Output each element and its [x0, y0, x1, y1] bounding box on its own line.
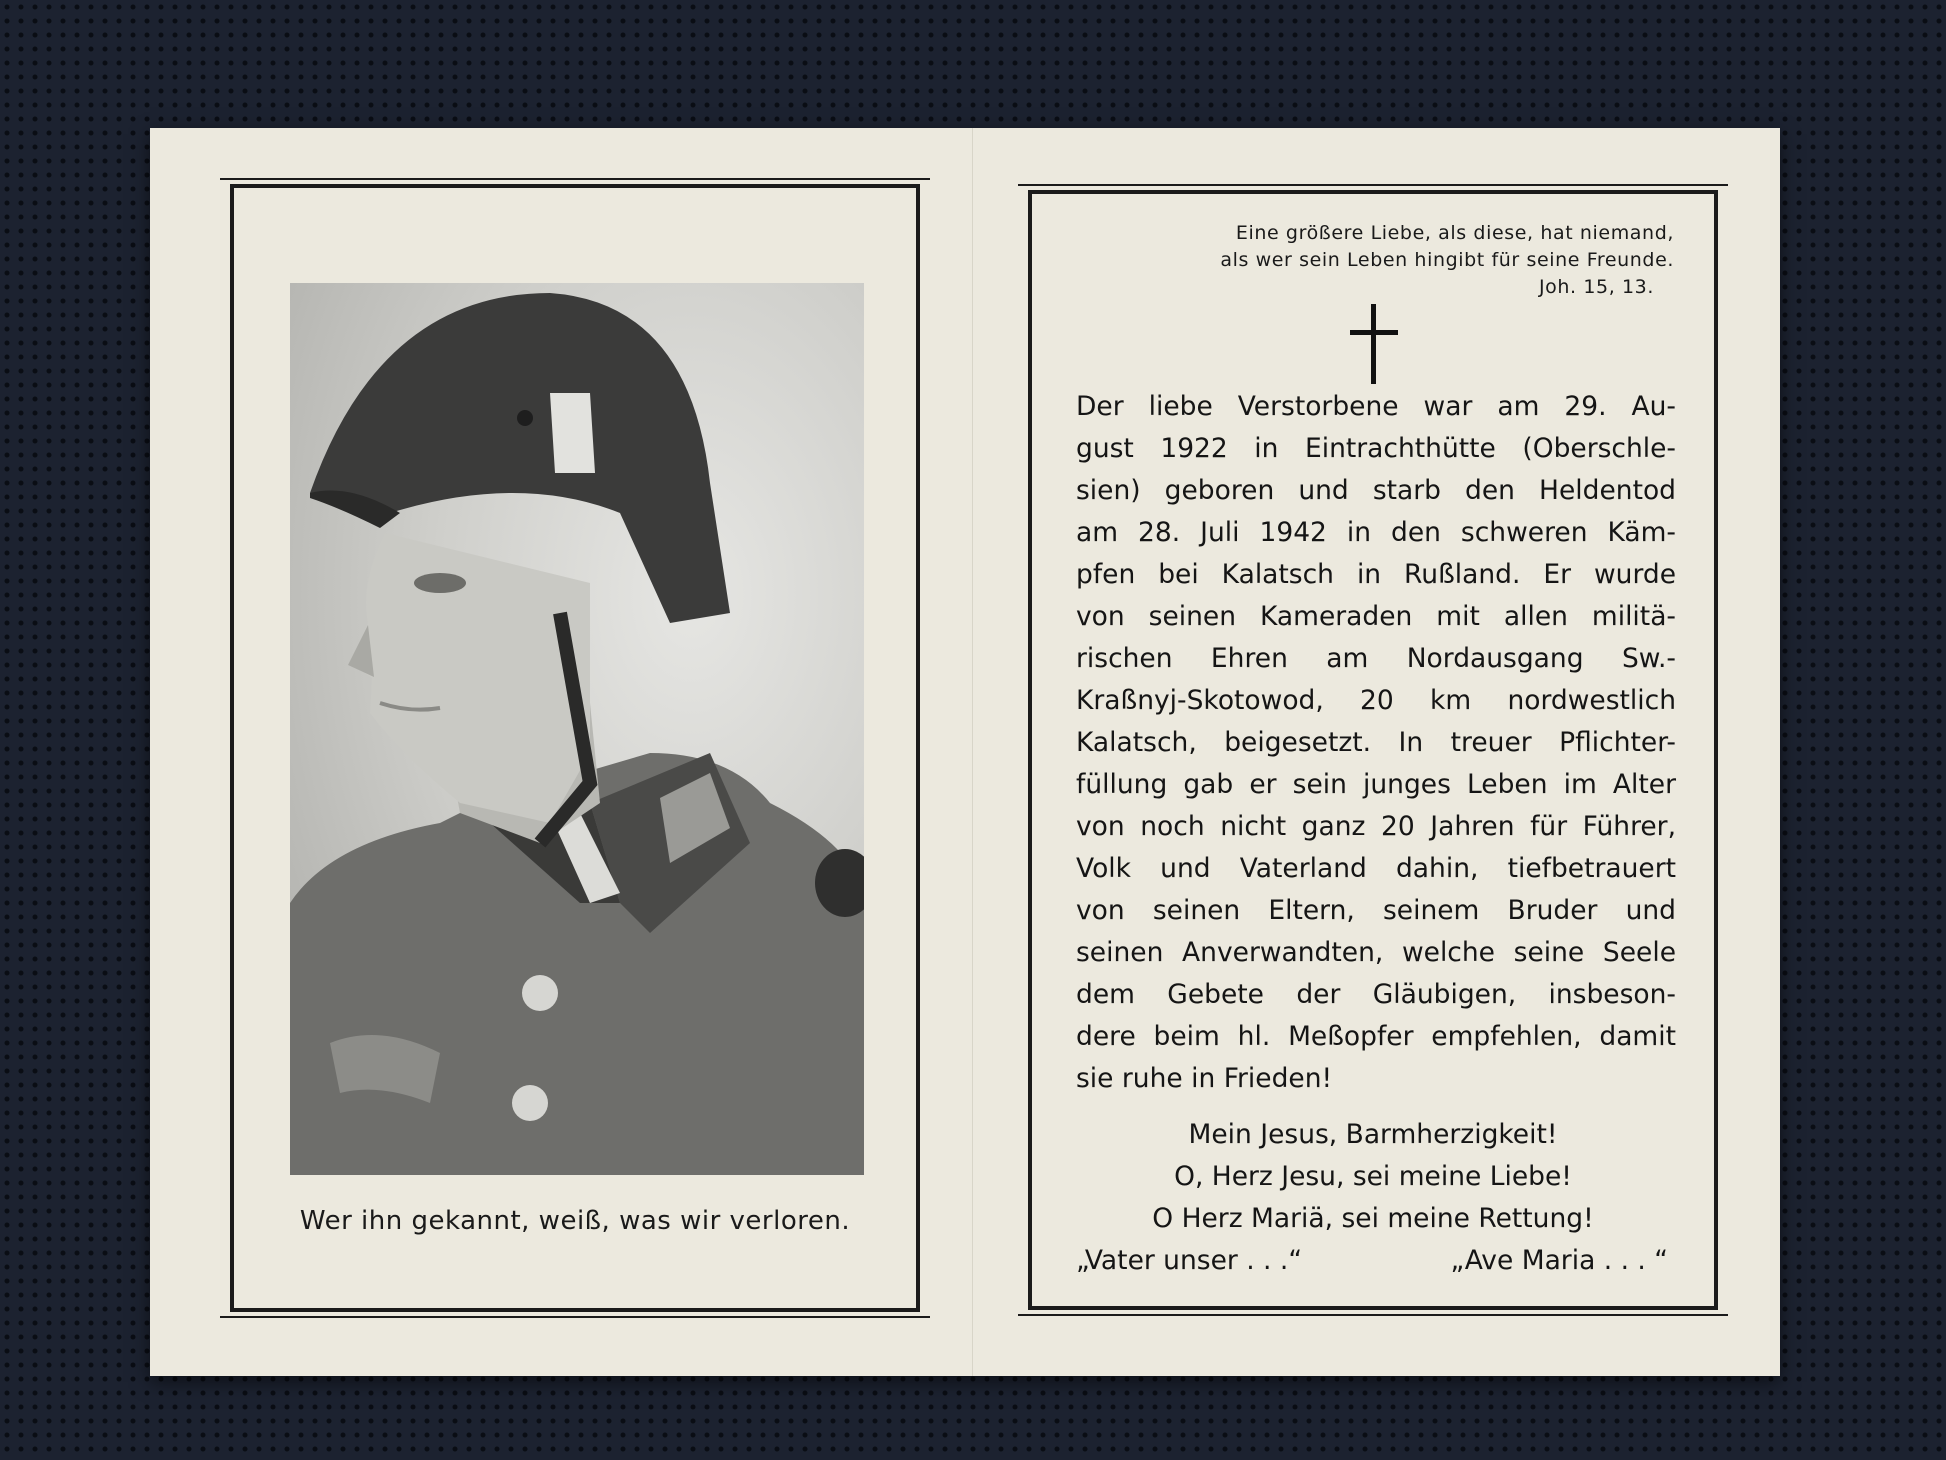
right-panel	[1028, 190, 1718, 1310]
obituary-line: Der liebe Verstorbene war am 29. Au-	[1076, 391, 1676, 422]
memorial-caption: Wer ihn gekannt, weiß, was wir verloren.	[299, 1206, 851, 1236]
obituary-line: Volk und Vaterland dahin, tiefbetrauert	[1076, 853, 1676, 884]
closing-prayers	[1032, 1240, 1714, 1282]
obituary-line: pfen bei Kalatsch in Rußland. Er wurde	[1076, 559, 1676, 590]
closing-ave-maria: „Ave Maria . . . “	[1450, 1245, 1668, 1276]
prayer-line: O Herz Mariä, sei meine Rettung!	[1152, 1203, 1594, 1234]
obituary-line: dem Gebete der Gläubigen, insbeson-	[1076, 979, 1676, 1010]
obituary-line: Kalatsch, beigesetzt. In treuer Pflichter-	[1076, 727, 1676, 758]
obituary-text	[1076, 386, 1676, 1100]
epigraph-line-1: Eine größere Liebe, als diese, hat niemand,	[1235, 222, 1674, 244]
card-fold	[972, 128, 974, 1376]
obituary-line: rischen Ehren am Nordausgang Sw.-	[1076, 643, 1676, 674]
portrait-illustration	[290, 283, 864, 1175]
obituary-line: gust 1922 in Eintrachthütte (Oberschle-	[1076, 433, 1676, 464]
epigraph-reference: Joh. 15, 13.	[1538, 276, 1654, 298]
obituary-line: füllung gab er sein junges Leben im Alter	[1076, 769, 1676, 800]
obituary-line: Kraßnyj-Skotowod, 20 km nordwestlich	[1076, 685, 1676, 716]
memorial-card	[150, 128, 1780, 1376]
closing-vater-unser: „Vater unser . . .“	[1076, 1245, 1303, 1276]
soldier-portrait-photo	[290, 283, 864, 1175]
obituary-line: von seinen Kameraden mit allen militä-	[1076, 601, 1676, 632]
obituary-line: sie ruhe in Frieden!	[1076, 1063, 1333, 1094]
obituary-line: am 28. Juli 1942 in den schweren Käm-	[1076, 517, 1676, 548]
prayer-line: O, Herz Jesu, sei meine Liebe!	[1174, 1161, 1572, 1192]
obituary-line: von seinen Eltern, seinem Bruder und	[1076, 895, 1676, 926]
obituary-line: seinen Anverwandten, welche seine Seele	[1076, 937, 1676, 968]
cross-icon	[1350, 304, 1398, 384]
obituary-line: dere beim hl. Meßopfer empfehlen, damit	[1076, 1021, 1676, 1052]
prayer-block	[1032, 1114, 1714, 1282]
obituary-line: von noch nicht ganz 20 Jahren für Führer,	[1076, 811, 1676, 842]
prayer-line: Mein Jesus, Barmherzigkeit!	[1188, 1119, 1558, 1150]
bible-epigraph	[1220, 220, 1674, 301]
left-panel	[230, 184, 920, 1312]
epigraph-line-2: als wer sein Leben hingibt für seine Freunde.	[1220, 249, 1674, 271]
obituary-line: sien) geboren und starb den Heldentod	[1076, 475, 1676, 506]
